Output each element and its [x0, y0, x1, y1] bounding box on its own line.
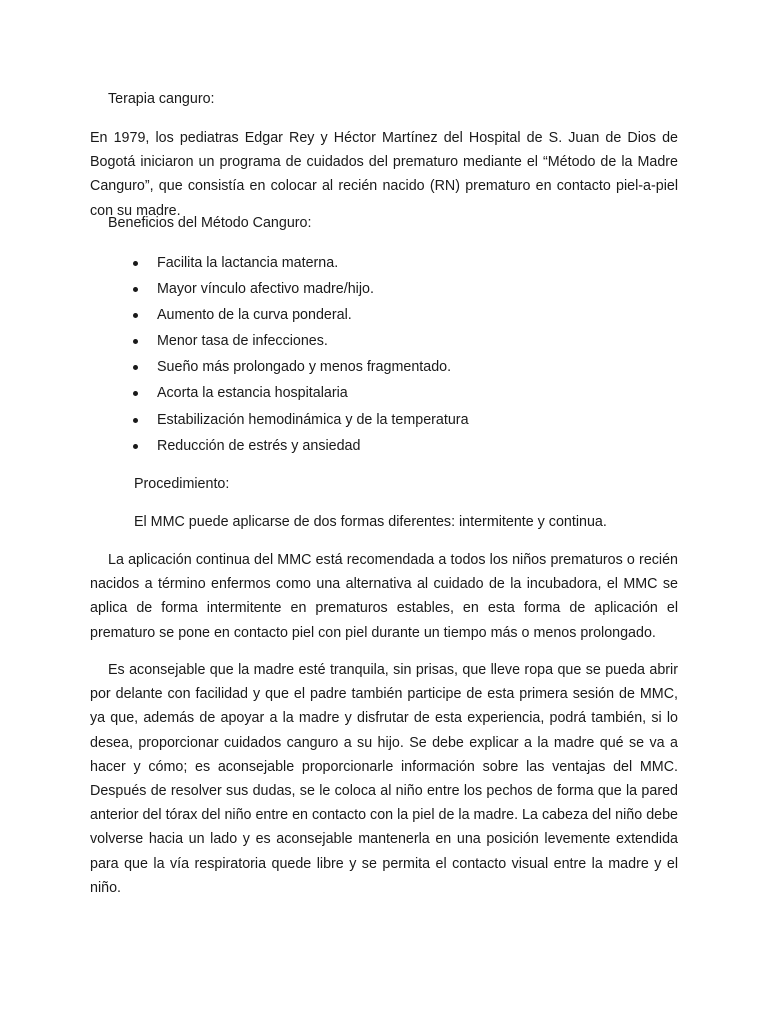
bullet-icon: [133, 261, 138, 266]
list-item: [90, 434, 678, 460]
list-item-text: Acorta la estancia hospitalaria: [157, 385, 348, 402]
list-item: [90, 355, 678, 381]
mmc-forms-text: El MMC puede aplicarse de dos formas diferentes: intermitente y continua.: [134, 514, 607, 530]
bullet-icon: [133, 313, 138, 318]
list-item: [90, 329, 678, 355]
bullet-icon: [133, 391, 138, 396]
list-item-text: Sueño más prolongado y menos fragmentado.: [157, 359, 452, 376]
bullet-icon: [133, 444, 138, 449]
list-item: [90, 277, 678, 303]
list-item-text: Menor tasa de infecciones.: [157, 333, 328, 350]
list-item: [90, 303, 678, 329]
benefits-list: [90, 251, 678, 460]
heading-procedimiento: Procedimiento:: [134, 476, 230, 492]
paragraph-aplicacion-continua: La aplicación continua del MMC está recomendada a todos los niños prematuros o recién nacidos a término enfermos como una alternativa al cuidado de la incubadora, el MMC se aplica de forma intermitente en prematuros estables, en esta forma de aplicación el prematuro se pone en contacto piel con piel durante un tiempo más o menos prolongado.: [90, 552, 678, 641]
list-item: [90, 381, 678, 407]
bullet-icon: [133, 418, 138, 423]
list-item-text: Estabilización hemodinámica y de la temperatura: [157, 411, 469, 428]
list-item: [90, 251, 678, 277]
bullet-icon: [133, 339, 138, 344]
list-item: [90, 408, 678, 434]
bullet-icon: [133, 287, 138, 292]
intro-paragraph: En 1979, los pediatras Edgar Rey y Héctor Martínez del Hospital de S. Juan de Dios de Bogotá iniciaron un programa de cuidados del prematuro mediante el “Método de la Madre Canguro”, que consistía en colocar al recién nacido (RN) prematuro en contacto piel-a-piel con su madre.: [90, 130, 678, 219]
list-item-text: Mayor vínculo afectivo madre/hijo.: [157, 281, 374, 298]
paragraph-aconsejable: Es aconsejable que la madre esté tranquila, sin prisas, que lleve ropa que se pueda abrir por delante con facilidad y que el padre también participe de esta primera sesión de MMC, ya que, además de apoyar a la madre y disfrutar de esta experiencia, podrá también, si lo desea, proporcionar cuidados canguro a su hijo. Se debe explicar a la madre qué se va a hacer y cómo; es aconsejable proporcionarle información sobre las ventajas del MMC. Después de resolver sus dudas, se le coloca al niño entre los pechos de forma que la pared anterior del tórax del niño entre en contacto con la piel de la madre. La cabeza del niño debe volverse hacia un lado y es aconsejable mantenerla en una posición levemente extendida para que la vía respiratoria quede libre y se permita el contacto visual entre la madre y el niño.: [90, 662, 678, 896]
list-item-text: Reducción de estrés y ansiedad: [157, 437, 361, 454]
bullet-icon: [133, 365, 138, 370]
heading-terapia-canguro: Terapia canguro:: [108, 91, 215, 107]
list-item-text: Aumento de la curva ponderal.: [157, 307, 352, 324]
heading-beneficios: Beneficios del Método Canguro:: [108, 215, 312, 231]
list-item-text: Facilita la lactancia materna.: [157, 255, 339, 271]
